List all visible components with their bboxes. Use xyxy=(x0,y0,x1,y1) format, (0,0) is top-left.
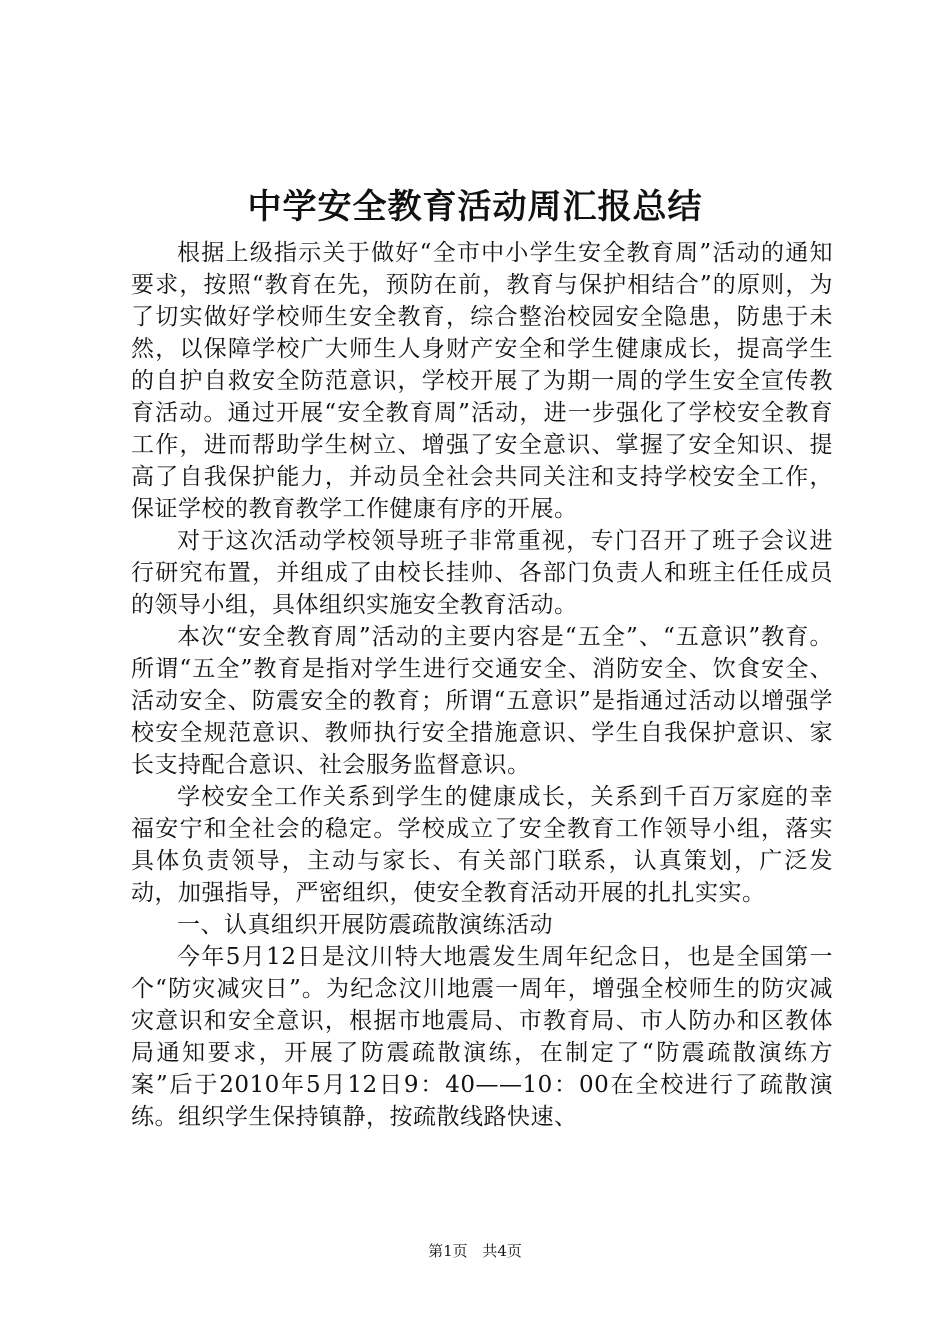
paragraph-leadership: 对于这次活动学校领导班子非常重视，专门召开了班子会议进行研究布置，并组成了由校长挂帅、各部门负责人和班主任任成员的领导小组，具体组织实施安全教育活动。 xyxy=(131,528,833,618)
section-heading-1: 一、认真组织开展防震疏散演练活动 xyxy=(177,912,553,938)
document-title: 中学安全教育活动周汇报总结 xyxy=(247,187,703,227)
paragraph-drill: 今年5月12日是汶川特大地震发生周年纪念日，也是全国第一个“防灾减灾日”。为纪念汶川地震一周年，增强全校师生的防灾减灾意识和安全意识，根据市地震局、市教育局、市人防办和区教体局通知要求，开展了防震疏散演练，在制定了“防震疏散演练方案”后于2010年5月12日9：40——10：00在全校进行了疏散演练。组织学生保持镇静，按疏散线路快速、 xyxy=(131,944,833,1130)
page-footer xyxy=(0,1240,950,1262)
paragraph-importance: 学校安全工作关系到学生的健康成长，关系到千百万家庭的幸福安宁和全社会的稳定。学校成立了安全教育工作领导小组，落实具体负责领导，主动与家长、有关部门联系，认真策划，广泛发动，加强指导，严密组织，使安全教育活动开展的扎扎实实。 xyxy=(131,784,833,906)
page-total: 共4页 xyxy=(482,1242,522,1260)
paragraph-content: 本次“安全教育周”活动的主要内容是“五全”、“五意识”教育。所谓“五全”教育是指对学生进行交通安全、消防安全、饮食安全、活动安全、防震安全的教育；所谓“五意识”是指通过活动以增强学校安全规范意识、教师执行安全措施意识、学生自我保护意识、家长支持配合意识、社会服务监督意识。 xyxy=(131,624,833,778)
document-body xyxy=(131,237,833,1133)
paragraph-intro: 根据上级指示关于做好“全市中小学生安全教育周”活动的通知要求，按照“教育在先，预防在前，教育与保护相结合”的原则，为了切实做好学校师生安全教育，综合整治校园安全隐患，防患于未然，以保障学校广大师生人身财产安全和学生健康成长，提高学生的自护自救安全防范意识，学校开展了为期一周的学生安全宣传教育活动。通过开展“安全教育周”活动，进一步强化了学校安全教育工作，进而帮助学生树立、增强了安全意识、掌握了安全知识、提高了自我保护能力，并动员全社会共同关注和支持学校安全工作，保证学校的教育教学工作健康有序的开展。 xyxy=(131,240,833,522)
page-number: 第1页 xyxy=(428,1242,468,1260)
